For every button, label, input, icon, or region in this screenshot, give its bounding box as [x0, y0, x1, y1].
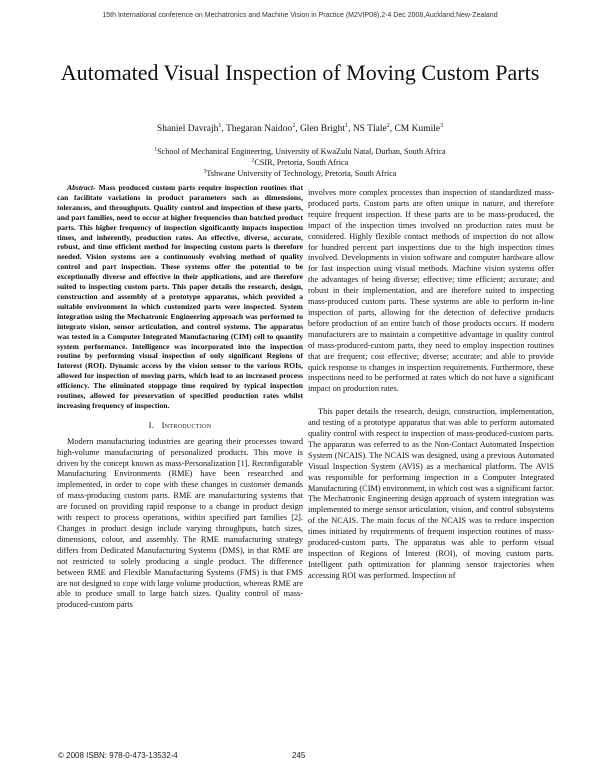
- author-list: Shaniel Davrajh$^1$, Thegaran Naidoo$^2$, Glen Bright$^1$, NS Tlale$^2$, CM Kumile$^3$: [156, 122, 444, 134]
- section-numeral: I.: [148, 419, 155, 430]
- section-title: Introduction: [161, 419, 212, 430]
- left-column: [57, 183, 303, 611]
- author-affiliation-mark: 2: [386, 122, 390, 129]
- paper-title: Automated Visual Inspection of Moving Custom Parts: [60, 60, 540, 85]
- author-name: Shaniel Davrajh: [156, 124, 219, 134]
- affiliation-text: CSIR, Pretoria, South Africa: [254, 158, 349, 167]
- abstract-label: Abstract-: [67, 183, 96, 192]
- affiliation-mark: 3: [203, 168, 207, 175]
- intro-paragraph: This paper details the research, design, construction, implementation, and testing of a prototype apparatus that was able to perform automated quality control with respect to inspection of mass-produced-custom parts. The apparatus was referred to as the Non-Contact Automated Inspection System (NCAIS). The NCAIS was designed, using a previous Automated Visual Inspection System (AVIS) as a mechanical platform. The AVIS was responsible for performing inspection in a Computer Integrated Manufacturing (CIM) environment, in which cost was a significant factor. The Mechatronic Engineering design approach of system integration was implemented to merge sensor articulation, vision, and control subsystems of the NCAIS. The main focus of the NCAIS was to reduce inspection times initiated by requirements of frequent inspection routines of mass-produced-custom parts. The apparatus was able to perform visual inspection of Regions of Interest (ROI), of moving custom parts. Intelligent path optimization for planning sensor trajectories when accessing ROI was performed. Inspection of: [308, 407, 554, 580]
- author-name: Thegaran Naidoo: [225, 124, 293, 134]
- author-name: NS Tlale: [352, 124, 387, 134]
- intro-paragraph: involves more complex processes than inspection of standardized mass- produced parts. Custom parts are often unique in nature, and therefore require frequent inspection. If these parts are to be mass-produced, the impact of the inspection times involved on production rates must be considered. Highly flexible contact methods of inspection do not allow for hundred percent part inspections due to the high inspection times involved. Developments in vision software and computer hardware allow for fast inspection using visual methods. Machine vision systems offer the advantages of being diverse; effective; time efficient; accurate; and robust in their implementation, and are therefore suited to inspecting mass-produced custom parts. These systems are able to perform in-line inspection of parts, allowing for the detection of defective products before production of an entire batch of those products occurs. If modern manufacturers are to maintain a competitive advantage in quality control of mass-produced-custom parts, they need to employ inspection routines that are frequent; cost effective; diverse; accurate; and able to provide quick response to changes in inspection requirements. Furthermore, these inspections need to be performed at rates which do not have a significant impact on production rates.: [308, 188, 554, 394]
- page-number: 245: [292, 751, 306, 760]
- author-name: CM Kumile: [394, 124, 441, 134]
- affiliation-mark: 2: [251, 157, 255, 164]
- copyright-notice: © 2008 ISBN: 978-0-473-13532-4: [58, 751, 178, 760]
- section-heading: [57, 420, 303, 431]
- conference-header: 15th International conference on Mechatronics and Machine Vision in Practice (M2VIP08),2-4 Dec 2008,Auckland,New-Zealand: [102, 12, 498, 19]
- affiliation-list: [40, 146, 560, 179]
- affiliation: [40, 157, 560, 168]
- author-affiliation-mark: 1: [218, 122, 222, 129]
- affiliation-text: Tshwane University of Technology, Pretoria, South Africa: [206, 169, 397, 178]
- intro-paragraph: Modern manufacturing industries are gearing their processes toward high-volume manufacturing of personalized products. This move is driven by the concept known as mass-Personalization [1]. Reconfigurable Manufacturing Environments (RME) have been researched and implemented, in order to cope with these changes in customer demands of mass-producing custom parts. RME are manufacturing systems that are focused on providing rapid response to a change in product design with respect to process operations, within specified part families [2]. Changes in product design include varying throughputs, batch sizes, dimensions, colour, and assembly. The RME manufacturing strategy differs from Dedicated Manufacturing Systems (DMS), in that RME are not restricted to solely producing a single product. The difference between RME and Flexible Manufacturing Systems (FMS) is that FMS are not designed to cope with large volume production, whereas RME are able to produce small to large batch sizes. Quality control of mass-produced-custom parts: [57, 436, 303, 610]
- affiliation-text: School of Mechanical Engineering, University of KwaZulu Natal, Durban, South Africa: [157, 147, 446, 156]
- right-column: [308, 188, 554, 582]
- affiliation: [40, 168, 560, 179]
- abstract-text: Mass produced custom parts require inspection routines that can facilitate variations in product parameters such as dimensions, tolerances, and throughputs. Quality control and inspection of these parts, and part families, need to occur at higher frequencies than batched product parts. This higher frequency of inspection significantly impacts inspection times, and inherently, production rates. An effective, diverse, accurate, robust, and time efficient method for inspecting custom parts is therefore needed. Vision systems are a continuously evolving method of quality control and part inspection. These systems offer the potential to be exceptionally diverse and effective in their applications, and are therefore suited to inspecting custom parts. This paper details the research, design, construction and assembly of a prototype apparatus, which provided a suitable environment in which customized parts were inspected. System integration using the Mechatronic Engineering approach was performed to integrate vision, sensor articulation, and control systems. The apparatus was tested in a Computer Integrated Manufacturing (CIM) cell to quantify system performance. Intelligence was incorporated into the inspection routine by performing visual inspection of only significant Regions of Interest (ROI). Dynamic access by the vision sensor to the various ROIs, allowed for inspection of moving parts, which lead to an increased process efficiency. The eliminated stoppage time required by typical inspection routines, allowed for preservation of specified production rates whilst increasing frequency of inspection.: [57, 183, 303, 410]
- author-name: Glen Bright: [299, 124, 346, 134]
- author-affiliation-mark: 2: [292, 122, 296, 129]
- affiliation-mark: 1: [154, 146, 158, 153]
- abstract: [57, 183, 303, 411]
- affiliation: [40, 146, 560, 157]
- author-affiliation-mark: 3: [440, 122, 444, 129]
- author-affiliation-mark: 1: [345, 122, 349, 129]
